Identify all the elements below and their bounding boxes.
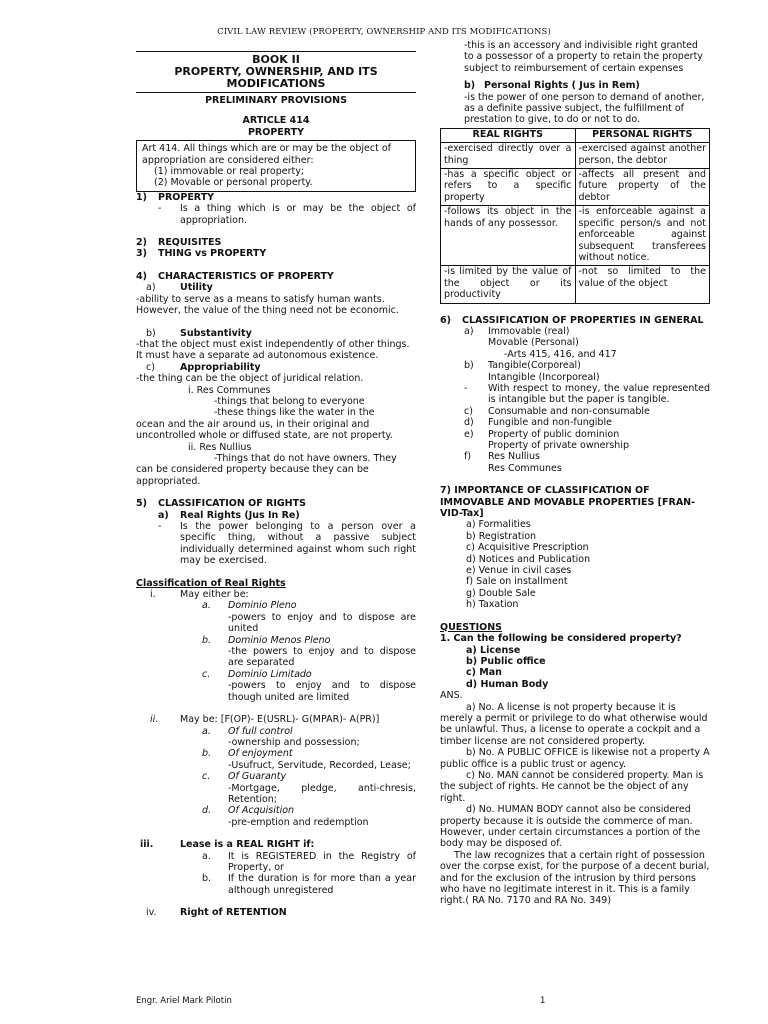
book-title-line2: MODIFICATIONS: [226, 77, 326, 90]
list-item: b) Registration: [466, 530, 537, 542]
list-item: g) Double Sale: [466, 587, 536, 599]
list-item: a) Formalities: [466, 519, 531, 531]
section-2-heading: 2) REQUISITES: [136, 237, 222, 249]
table-cell: -has a specific object or refers to a specific property: [441, 169, 576, 206]
substantivity-heading: b) Substantivity: [146, 327, 252, 339]
classification-real-rights-heading: Classification of Real Rights: [136, 577, 286, 589]
dominio-limitado: c. Dominio Limitado -powers to enjoy and to dispose though united are limited: [202, 668, 416, 703]
table-cell: -is limited by the value of the object or its productivity: [441, 266, 576, 303]
lease-condition-a: a. It is REGISTERED in the Registry of Property, or: [202, 850, 416, 873]
list-item: c) Consumable and non-consumable: [464, 405, 650, 417]
article-number: ARTICLE 414: [242, 115, 310, 127]
footer-author: Engr. Ariel Mark Pilotin: [136, 996, 232, 1006]
table-header: PERSONAL RIGHTS: [575, 128, 710, 142]
running-header: CIVIL LAW REVIEW (PROPERTY, OWNERSHIP AND ITS MODIFICATIONS): [217, 27, 551, 37]
article-414-text: Art 414. All things which are or may be the object of appropriation are considered either:: [142, 143, 392, 166]
of-guaranty: c. Of Guaranty -Mortgage, pledge, anti-chresis, Retention;: [202, 771, 416, 805]
res-communes-title: i. Res Communes: [188, 384, 271, 396]
answer-d: d) No. HUMAN BODY cannot also be considered property because it is outside the commerce of man. However, under certain circumstances a portion of the body may be disposed of.: [440, 804, 701, 850]
personal-rights-text: -is the power of one person to demand of another, as a definite passive subject, the fulfillment of prestation to give, to do or not to do.: [464, 91, 705, 126]
list-item-iv: iv. Right of RETENTION: [146, 907, 287, 919]
res-communes-text: ocean and the air around us, in their original and uncontrolled whole or diffused state, are not property.: [136, 418, 393, 442]
importance-list: [440, 519, 710, 610]
list-item: a) Immovable (real) Movable (Personal) -Arts 415, 416, and 417: [464, 325, 617, 360]
list-item: c) Acquisitive Prescription: [466, 542, 589, 554]
preliminary-provisions: PRELIMINARY PROVISIONS: [205, 95, 347, 106]
section-1-definition: - Is a thing which is or may be the object of appropriation.: [158, 203, 416, 226]
list-item: b) Tangible(Corporeal) Intangible (Incorporeal): [464, 360, 600, 383]
article-subtitle: PROPERTY: [247, 126, 305, 138]
section-1-heading: 1) PROPERTY: [136, 191, 215, 203]
retention-text: -this is an accessory and indivisible right granted to a possessor of a property to retain the property subject to reimbursement of certain expenses: [464, 40, 703, 74]
table-cell: -exercised against another person, the debtor: [575, 143, 710, 169]
section-4-heading: 4) CHARACTERISTICS OF PROPERTY: [136, 270, 334, 282]
list-item: a) License: [466, 644, 521, 656]
list-item: e) Property of public dominion Property of private ownership: [464, 428, 629, 451]
table-cell: -follows its object in the hands of any possessor.: [441, 206, 576, 266]
list-item-ii: ii. May be: [F(OP)- E(USRL)- G(MPAR)- A(PR)]: [150, 714, 380, 726]
list-item-iii: iii. Lease is a REAL RIGHT if:: [140, 839, 315, 851]
res-communes-line: -these things like the water in the: [214, 407, 375, 419]
res-nullius-title: ii. Res Nullius: [188, 441, 252, 453]
book-title: BOOK II: [252, 53, 300, 66]
utility-text: -ability to serve as a means to satisfy human wants. However, the value of the thing need not be economic.: [136, 293, 399, 317]
answer-family-right: The law recognizes that a certain right of possession over the corpse exist, for the purpose of a decent burial, and for the exclusion of the intrusion by third persons who have no legitimate interest in it. This is a family right.( RA No. 7170 and RA No. 349): [440, 849, 710, 907]
article-414-item: (2) Movable or personal property.: [154, 177, 313, 189]
lease-condition-b: b. If the duration is for more than a year although unregistered: [202, 873, 416, 896]
list-item: d) Notices and Publication: [466, 553, 591, 565]
list-item: d) Human Body: [466, 678, 549, 690]
question-1: 1. Can the following be considered property?: [440, 633, 682, 645]
list-item-i: i. May either be:: [150, 589, 249, 601]
rights-comparison-table: [440, 128, 710, 304]
question-options: [440, 645, 710, 691]
article-414-box: [136, 140, 416, 192]
right-column: [440, 40, 710, 907]
answer-c: c) No. MAN cannot be considered property. Man is the subject of rights. He cannot be the object of any right.: [440, 769, 704, 804]
table-cell: -affects all present and future property of the debtor: [575, 169, 710, 206]
section-5-heading: 5) CLASSIFICATION OF RIGHTS: [136, 498, 306, 510]
left-column: [136, 40, 416, 919]
section-3-heading: 3) THING vs PROPERTY: [136, 248, 267, 260]
table-cell: -is enforceable against a specific person/s and not enforceable against subsequent transferees without notice.: [575, 206, 710, 266]
of-full-control: a. Of full control -ownership and possession;: [202, 725, 360, 748]
table-row: [441, 143, 710, 169]
table-cell: -not so limited to the value of the object: [575, 266, 710, 303]
appropriability-text: -the thing can be the object of juridical relation.: [136, 373, 364, 385]
answer-b: b) No. A PUBLIC OFFICE is likewise not a property A public office is a public trust or agency.: [440, 747, 710, 770]
real-rights-heading: a) Real Rights (Jus In Re): [158, 509, 300, 521]
section-7-heading: 7) IMPORTANCE OF CLASSIFICATION OF IMMOVABLE AND MOVABLE PROPERTIES [FRAN-VID-Tax]: [440, 485, 696, 520]
table-row: [441, 206, 710, 266]
real-rights-definition: - Is the power belonging to a person over a specific thing, without a passive subject individually determined against whom such right may be exercised.: [158, 521, 416, 567]
article-414-item: (1) immovable or real property;: [154, 166, 305, 178]
substantivity-text: -that the object must exist independently of other things. It must have a separate ad autonomous existence.: [136, 338, 410, 362]
list-item: - With respect to money, the value represented is intangible but the paper is tangible.: [464, 382, 710, 406]
book-title-line1: PROPERTY, OWNERSHIP, AND ITS: [174, 65, 378, 78]
page-number: 1: [540, 996, 546, 1006]
list-item: f) Res Nullius Res Communes: [464, 451, 562, 474]
of-enjoyment: b. Of enjoyment -Usufruct, Servitude, Recorded, Lease;: [202, 748, 411, 771]
utility-heading: a) Utility: [146, 282, 213, 294]
answer-label: ANS.: [440, 690, 463, 702]
list-item: c) Man: [466, 667, 502, 679]
res-nullius-line: -Things that do not have owners. They: [214, 452, 397, 464]
dominio-pleno: a. Dominio Pleno -powers to enjoy and to dispose are united: [202, 600, 416, 635]
of-acquisition: d. Of Acquisition -pre-emption and redemption: [202, 805, 369, 828]
res-communes-line: -things that belong to everyone: [214, 395, 365, 407]
res-nullius-text: can be considered property because they can be appropriated.: [136, 464, 369, 487]
section-6-heading: 6) CLASSIFICATION OF PROPERTIES IN GENERAL: [440, 314, 704, 326]
table-header: REAL RIGHTS: [441, 128, 576, 142]
list-item: h) Taxation: [466, 599, 519, 611]
list-item: b) Public office: [466, 655, 546, 667]
table-cell: -exercised directly over a thing: [441, 143, 576, 169]
list-item: d) Fungible and non-fungible: [464, 417, 612, 429]
table-row: [441, 169, 710, 206]
personal-rights-heading: b) Personal Rights ( Jus in Rem): [464, 80, 640, 92]
questions-heading: QUESTIONS: [440, 621, 503, 633]
answer-a: a) No. A license is not property because it is merely a permit or privilege to do what otherwise would be unlawful. Thus, a license to operate a cockpit and a timber license are not considered property.: [440, 701, 708, 747]
table-row: [441, 266, 710, 303]
appropriability-heading: c) Appropriability: [146, 361, 261, 373]
dominio-menos-pleno: b. Dominio Menos Pleno -the powers to enjoy and to dispose are separated: [202, 634, 416, 669]
list-item: e) Venue in civil cases: [466, 565, 572, 577]
list-item: f) Sale on installment: [466, 576, 568, 588]
